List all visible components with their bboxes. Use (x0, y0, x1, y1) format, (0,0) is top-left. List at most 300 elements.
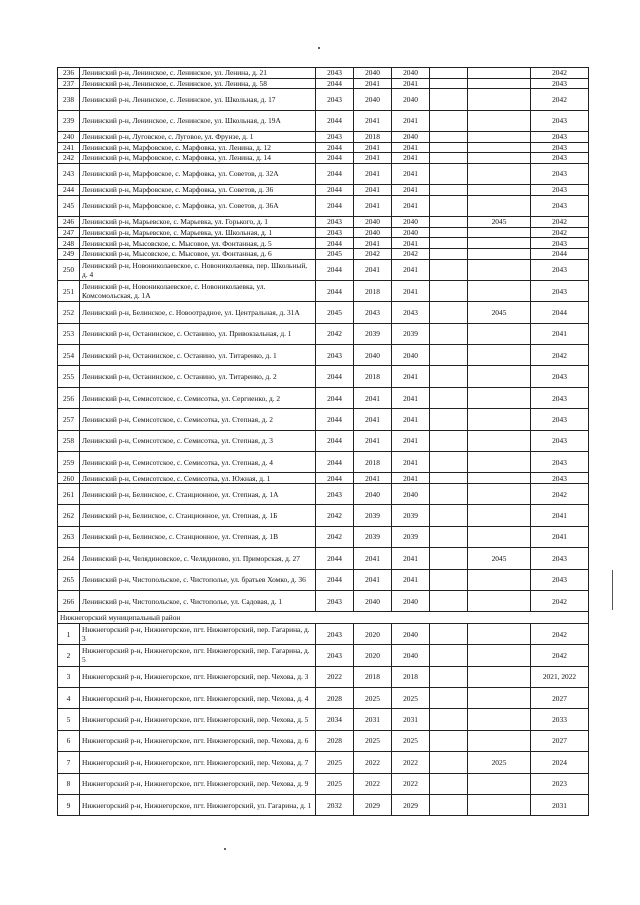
year-cell-4 (430, 163, 468, 184)
year-cell-5 (468, 452, 531, 473)
table-row (58, 248, 589, 259)
table-row (58, 709, 589, 730)
address-cell: Ленинский р-н, Мысовское, с. Мысовое, ул. Фонтанная, д. 6 (80, 248, 316, 259)
year-cell-1: 2043 (316, 345, 354, 366)
address-cell: Ленинский р-н, Марфовское, с. Марфовка, ул. Ленина, д. 14 (80, 153, 316, 164)
year-cell-5 (468, 505, 531, 526)
year-cell-3: 2041 (392, 280, 430, 301)
year-cell-3: 2041 (392, 185, 430, 196)
year-cell-5 (468, 387, 531, 408)
year-cell-4 (430, 238, 468, 249)
address-cell: Ленинский р-н, Белинское, с. Станционное, ул. Степная, д. 1Б (80, 505, 316, 526)
section-title: Нижнегорский муниципальный район (58, 612, 589, 624)
table-row (58, 452, 589, 473)
year-cell-2: 2029 (354, 794, 392, 815)
row-number: 249 (58, 248, 80, 259)
year-cell-6: 2043 (531, 185, 589, 196)
table-row (58, 505, 589, 526)
section-header-row (58, 612, 589, 624)
address-cell: Ленинский р-н, Семисотское, с. Семисотка, ул. Сергиенко, д. 2 (80, 387, 316, 408)
address-cell: Ленинский р-н, Ленинское, с. Ленинское, ул. Ленина, д. 58 (80, 78, 316, 89)
year-cell-2: 2041 (354, 569, 392, 590)
table-row (58, 142, 589, 153)
year-cell-1: 2044 (316, 185, 354, 196)
year-cell-4 (430, 590, 468, 611)
year-cell-4 (430, 688, 468, 709)
table-row (58, 131, 589, 142)
year-cell-5 (468, 569, 531, 590)
table-row (58, 185, 589, 196)
year-cell-4 (430, 473, 468, 484)
year-cell-1: 2045 (316, 302, 354, 323)
table-row (58, 590, 589, 611)
housing-repair-schedule-table (57, 67, 589, 816)
year-cell-2: 2020 (354, 623, 392, 644)
year-cell-6: 2044 (531, 302, 589, 323)
year-cell-4 (430, 195, 468, 216)
table-row (58, 484, 589, 505)
year-cell-6: 2043 (531, 78, 589, 89)
row-number: 266 (58, 590, 80, 611)
address-cell: Нижнегорский р-н, Нижнегорское, пгт. Нижнегорский, пер. Гагарина, д. 3 (80, 623, 316, 644)
address-cell: Ленинский р-н, Останинское, с. Останино, ул. Титаренко, д. 2 (80, 366, 316, 387)
year-cell-1: 2028 (316, 688, 354, 709)
year-cell-2: 2043 (354, 302, 392, 323)
year-cell-5 (468, 238, 531, 249)
year-cell-3: 2040 (392, 484, 430, 505)
year-cell-6: 2043 (531, 473, 589, 484)
year-cell-3: 2040 (392, 217, 430, 228)
year-cell-2: 2018 (354, 280, 392, 301)
row-number: 251 (58, 280, 80, 301)
year-cell-5 (468, 142, 531, 153)
row-number: 8 (58, 773, 80, 794)
year-cell-5 (468, 623, 531, 644)
year-cell-4 (430, 323, 468, 344)
year-cell-2: 2039 (354, 526, 392, 547)
row-number: 250 (58, 259, 80, 280)
address-cell: Нижнегорский р-н, Нижнегорское, пгт. Нижнегорский, пер. Гагарина, д. 5 (80, 645, 316, 666)
year-cell-2: 2041 (354, 185, 392, 196)
year-cell-4 (430, 302, 468, 323)
year-cell-5 (468, 484, 531, 505)
year-cell-6: 2042 (531, 345, 589, 366)
year-cell-6: 2024 (531, 752, 589, 773)
scan-dot-bottom (224, 848, 226, 850)
year-cell-6: 2043 (531, 153, 589, 164)
year-cell-2: 2020 (354, 645, 392, 666)
row-number: 246 (58, 217, 80, 228)
row-number: 243 (58, 163, 80, 184)
year-cell-5 (468, 323, 531, 344)
table-row (58, 752, 589, 773)
year-cell-6: 2043 (531, 142, 589, 153)
year-cell-1: 2044 (316, 430, 354, 451)
year-cell-1: 2043 (316, 590, 354, 611)
year-cell-1: 2043 (316, 227, 354, 238)
row-number: 253 (58, 323, 80, 344)
year-cell-3: 2041 (392, 238, 430, 249)
year-cell-3: 2041 (392, 548, 430, 569)
year-cell-3: 2041 (392, 569, 430, 590)
year-cell-1: 2042 (316, 505, 354, 526)
row-number: 244 (58, 185, 80, 196)
year-cell-2: 2022 (354, 752, 392, 773)
row-number: 5 (58, 709, 80, 730)
row-number: 265 (58, 569, 80, 590)
table-row (58, 302, 589, 323)
table-row (58, 773, 589, 794)
row-number: 3 (58, 666, 80, 687)
year-cell-5 (468, 259, 531, 280)
row-number: 254 (58, 345, 80, 366)
year-cell-2: 2041 (354, 142, 392, 153)
year-cell-4 (430, 430, 468, 451)
address-cell: Ленинский р-н, Ленинское, с. Ленинское, ул. Школьная, д. 17 (80, 89, 316, 110)
address-cell: Ленинский р-н, Ленинское, с. Ленинское, ул. Школьная, д. 19А (80, 110, 316, 131)
year-cell-2: 2018 (354, 131, 392, 142)
year-cell-6: 2042 (531, 623, 589, 644)
year-cell-2: 2041 (354, 163, 392, 184)
row-number: 260 (58, 473, 80, 484)
year-cell-5 (468, 248, 531, 259)
row-number: 261 (58, 484, 80, 505)
scan-dot-top (318, 47, 320, 49)
year-cell-2: 2018 (354, 666, 392, 687)
year-cell-6: 2027 (531, 730, 589, 751)
year-cell-4 (430, 78, 468, 89)
year-cell-6: 2023 (531, 773, 589, 794)
year-cell-1: 2044 (316, 153, 354, 164)
row-number: 245 (58, 195, 80, 216)
address-cell: Ленинский р-н, Марфовское, с. Марфовка, ул. Советов, д. 32А (80, 163, 316, 184)
table-row (58, 688, 589, 709)
row-number: 247 (58, 227, 80, 238)
address-cell: Ленинский р-н, Останинское, с. Останино, ул. Титаренко, д. 1 (80, 345, 316, 366)
year-cell-1: 2032 (316, 794, 354, 815)
table-row (58, 259, 589, 280)
year-cell-3: 2041 (392, 259, 430, 280)
table-row (58, 409, 589, 430)
year-cell-5 (468, 709, 531, 730)
year-cell-1: 2043 (316, 89, 354, 110)
year-cell-6: 2042 (531, 227, 589, 238)
address-cell: Ленинский р-н, Семисотское, с. Семисотка, ул. Степная, д. 3 (80, 430, 316, 451)
year-cell-6: 2043 (531, 195, 589, 216)
year-cell-1: 2044 (316, 142, 354, 153)
year-cell-4 (430, 548, 468, 569)
year-cell-3: 2025 (392, 688, 430, 709)
table-row (58, 153, 589, 164)
row-number: 9 (58, 794, 80, 815)
year-cell-3: 2040 (392, 590, 430, 611)
year-cell-3: 2043 (392, 302, 430, 323)
year-cell-1: 2044 (316, 163, 354, 184)
year-cell-5 (468, 794, 531, 815)
year-cell-4 (430, 794, 468, 815)
year-cell-3: 2040 (392, 68, 430, 79)
year-cell-4 (430, 68, 468, 79)
address-cell: Нижнегорский р-н, Нижнегорское, пгт. Нижнегорский, пер. Чехова, д. 9 (80, 773, 316, 794)
year-cell-4 (430, 666, 468, 687)
year-cell-3: 2041 (392, 430, 430, 451)
year-cell-2: 2041 (354, 110, 392, 131)
year-cell-2: 2040 (354, 345, 392, 366)
year-cell-2: 2041 (354, 387, 392, 408)
year-cell-2: 2041 (354, 195, 392, 216)
year-cell-6: 2041 (531, 323, 589, 344)
year-cell-4 (430, 185, 468, 196)
row-number: 257 (58, 409, 80, 430)
address-cell: Нижнегорский р-н, Нижнегорское, пгт. Нижнегорский, пер. Чехова, д. 5 (80, 709, 316, 730)
year-cell-2: 2041 (354, 548, 392, 569)
year-cell-3: 2040 (392, 227, 430, 238)
year-cell-3: 2041 (392, 163, 430, 184)
row-number: 258 (58, 430, 80, 451)
year-cell-5 (468, 409, 531, 430)
address-cell: Нижнегорский р-н, Нижнегорское, пгт. Нижнегорский, пер. Чехова, д. 7 (80, 752, 316, 773)
year-cell-1: 2044 (316, 409, 354, 430)
row-number: 2 (58, 645, 80, 666)
row-number: 6 (58, 730, 80, 751)
year-cell-5 (468, 345, 531, 366)
year-cell-1: 2042 (316, 323, 354, 344)
year-cell-2: 2039 (354, 505, 392, 526)
table-row (58, 645, 589, 666)
year-cell-5 (468, 78, 531, 89)
year-cell-3: 2039 (392, 323, 430, 344)
year-cell-1: 2044 (316, 452, 354, 473)
year-cell-6: 2043 (531, 259, 589, 280)
year-cell-4 (430, 131, 468, 142)
table-row (58, 366, 589, 387)
table-row (58, 526, 589, 547)
year-cell-6: 2043 (531, 387, 589, 408)
address-cell: Ленинский р-н, Челядиновское, с. Челядиново, ул. Приморская, д. 27 (80, 548, 316, 569)
year-cell-2: 2040 (354, 590, 392, 611)
year-cell-4 (430, 387, 468, 408)
year-cell-2: 2025 (354, 688, 392, 709)
year-cell-5 (468, 473, 531, 484)
year-cell-4 (430, 142, 468, 153)
year-cell-3: 2031 (392, 709, 430, 730)
year-cell-4 (430, 110, 468, 131)
year-cell-3: 2025 (392, 730, 430, 751)
year-cell-3: 2022 (392, 752, 430, 773)
table-row (58, 345, 589, 366)
address-cell: Нижнегорский р-н, Нижнегорское, пгт. Нижнегорский, пер. Чехова, д. 3 (80, 666, 316, 687)
year-cell-3: 2042 (392, 248, 430, 259)
year-cell-3: 2040 (392, 345, 430, 366)
year-cell-6: 2042 (531, 68, 589, 79)
year-cell-2: 2041 (354, 238, 392, 249)
year-cell-1: 2044 (316, 280, 354, 301)
year-cell-6: 2043 (531, 366, 589, 387)
year-cell-2: 2041 (354, 153, 392, 164)
year-cell-5 (468, 195, 531, 216)
year-cell-2: 2025 (354, 730, 392, 751)
year-cell-6: 2021, 2022 (531, 666, 589, 687)
year-cell-4 (430, 366, 468, 387)
year-cell-4 (430, 752, 468, 773)
year-cell-1: 2043 (316, 217, 354, 228)
address-cell: Ленинский р-н, Марьевское, с. Марьевка, ул. Школьная, д. 1 (80, 227, 316, 238)
year-cell-4 (430, 153, 468, 164)
year-cell-5 (468, 645, 531, 666)
year-cell-5: 2045 (468, 548, 531, 569)
year-cell-3: 2040 (392, 623, 430, 644)
year-cell-3: 2040 (392, 89, 430, 110)
address-cell: Ленинский р-н, Чистопольское, с. Чистополье, ул. Садовая, д. 1 (80, 590, 316, 611)
address-cell: Нижнегорский р-н, Нижнегорское, пгт. Нижнегорский, ул. Гагарина, д. 1 (80, 794, 316, 815)
year-cell-1: 2044 (316, 548, 354, 569)
year-cell-2: 2041 (354, 473, 392, 484)
year-cell-1: 2028 (316, 730, 354, 751)
row-number: 237 (58, 78, 80, 89)
year-cell-2: 2040 (354, 68, 392, 79)
year-cell-2: 2018 (354, 452, 392, 473)
year-cell-3: 2041 (392, 473, 430, 484)
year-cell-5: 2025 (468, 752, 531, 773)
year-cell-2: 2031 (354, 709, 392, 730)
address-cell: Ленинский р-н, Чистопольское, с. Чистополье, ул. братьев Хомко, д. 36 (80, 569, 316, 590)
year-cell-6: 2043 (531, 548, 589, 569)
year-cell-6: 2043 (531, 238, 589, 249)
year-cell-3: 2039 (392, 526, 430, 547)
year-cell-5 (468, 131, 531, 142)
year-cell-5: 2045 (468, 217, 531, 228)
year-cell-2: 2018 (354, 366, 392, 387)
table-row (58, 666, 589, 687)
year-cell-3: 2029 (392, 794, 430, 815)
year-cell-1: 2043 (316, 68, 354, 79)
year-cell-3: 2040 (392, 645, 430, 666)
table-row (58, 163, 589, 184)
year-cell-3: 2039 (392, 505, 430, 526)
year-cell-1: 2044 (316, 569, 354, 590)
address-cell: Ленинский р-н, Белинское, с. Новоотрадное, ул. Центральная, д. 31А (80, 302, 316, 323)
row-number: 259 (58, 452, 80, 473)
table-row (58, 794, 589, 815)
year-cell-4 (430, 248, 468, 259)
row-number: 248 (58, 238, 80, 249)
year-cell-5 (468, 153, 531, 164)
year-cell-3: 2018 (392, 666, 430, 687)
address-cell: Ленинский р-н, Останинское, с. Останино, ул. Привокзальная, д. 1 (80, 323, 316, 344)
year-cell-1: 2044 (316, 387, 354, 408)
address-cell: Ленинский р-н, Мысовское, с. Мысовое, ул. Фонтанная, д. 5 (80, 238, 316, 249)
year-cell-4 (430, 709, 468, 730)
year-cell-1: 2045 (316, 248, 354, 259)
row-number: 236 (58, 68, 80, 79)
year-cell-3: 2041 (392, 366, 430, 387)
year-cell-4 (430, 345, 468, 366)
year-cell-6: 2042 (531, 590, 589, 611)
year-cell-6: 2042 (531, 484, 589, 505)
table-row (58, 548, 589, 569)
year-cell-5 (468, 185, 531, 196)
year-cell-2: 2041 (354, 430, 392, 451)
year-cell-6: 2027 (531, 688, 589, 709)
table-row (58, 730, 589, 751)
year-cell-1: 2042 (316, 526, 354, 547)
table-row (58, 217, 589, 228)
table-row (58, 89, 589, 110)
year-cell-5 (468, 526, 531, 547)
year-cell-6: 2043 (531, 430, 589, 451)
table-row (58, 280, 589, 301)
table-row (58, 323, 589, 344)
year-cell-2: 2040 (354, 89, 392, 110)
address-cell: Ленинский р-н, Ленинское, с. Ленинское, ул. Ленина, д. 21 (80, 68, 316, 79)
year-cell-6: 2043 (531, 409, 589, 430)
year-cell-3: 2041 (392, 387, 430, 408)
year-cell-5 (468, 227, 531, 238)
row-number: 256 (58, 387, 80, 408)
address-cell: Ленинский р-н, Семисотское, с. Семисотка, ул. Степная, д. 4 (80, 452, 316, 473)
row-number: 255 (58, 366, 80, 387)
year-cell-5 (468, 773, 531, 794)
year-cell-3: 2041 (392, 452, 430, 473)
year-cell-5 (468, 110, 531, 131)
year-cell-1: 2044 (316, 238, 354, 249)
year-cell-4 (430, 409, 468, 430)
year-cell-6: 2033 (531, 709, 589, 730)
year-cell-6: 2031 (531, 794, 589, 815)
year-cell-4 (430, 526, 468, 547)
table-row (58, 110, 589, 131)
year-cell-3: 2041 (392, 409, 430, 430)
year-cell-4 (430, 280, 468, 301)
year-cell-1: 2044 (316, 195, 354, 216)
year-cell-1: 2044 (316, 110, 354, 131)
year-cell-5 (468, 590, 531, 611)
address-cell: Ленинский р-н, Белинское, с. Станционное, ул. Степная, д. 1В (80, 526, 316, 547)
year-cell-1: 2025 (316, 752, 354, 773)
year-cell-2: 2040 (354, 217, 392, 228)
row-number: 7 (58, 752, 80, 773)
year-cell-6: 2041 (531, 505, 589, 526)
nizhnegorsky-district-rows (58, 623, 589, 816)
address-cell: Ленинский р-н, Семисотское, с. Семисотка, ул. Степная, д. 2 (80, 409, 316, 430)
year-cell-1: 2044 (316, 473, 354, 484)
row-number: 264 (58, 548, 80, 569)
address-cell: Нижнегорский р-н, Нижнегорское, пгт. Нижнегорский, пер. Чехова, д. 4 (80, 688, 316, 709)
year-cell-3: 2041 (392, 110, 430, 131)
year-cell-4 (430, 452, 468, 473)
address-cell: Ленинский р-н, Марфовское, с. Марфовка, ул. Ленина, д. 12 (80, 142, 316, 153)
year-cell-2: 2041 (354, 409, 392, 430)
year-cell-2: 2040 (354, 227, 392, 238)
year-cell-2: 2041 (354, 259, 392, 280)
year-cell-3: 2041 (392, 78, 430, 89)
address-cell: Ленинский р-н, Марфовское, с. Марфовка, ул. Советов, д. 36 (80, 185, 316, 196)
year-cell-2: 2042 (354, 248, 392, 259)
year-cell-2: 2040 (354, 484, 392, 505)
year-cell-6: 2041 (531, 526, 589, 547)
year-cell-6: 2043 (531, 569, 589, 590)
year-cell-4 (430, 645, 468, 666)
year-cell-4 (430, 505, 468, 526)
address-cell: Ленинский р-н, Новониколаевское, с. Новониколаевка, ул. Комсомольская, д. 1А (80, 280, 316, 301)
leninsky-district-rows (58, 68, 589, 612)
row-number: 4 (58, 688, 80, 709)
address-cell: Ленинский р-н, Белинское, с. Станционное, ул. Степная, д. 1А (80, 484, 316, 505)
address-cell: Ленинский р-н, Марфовское, с. Марфовка, ул. Советов, д. 36А (80, 195, 316, 216)
table-row (58, 473, 589, 484)
year-cell-3: 2041 (392, 195, 430, 216)
year-cell-3: 2041 (392, 153, 430, 164)
